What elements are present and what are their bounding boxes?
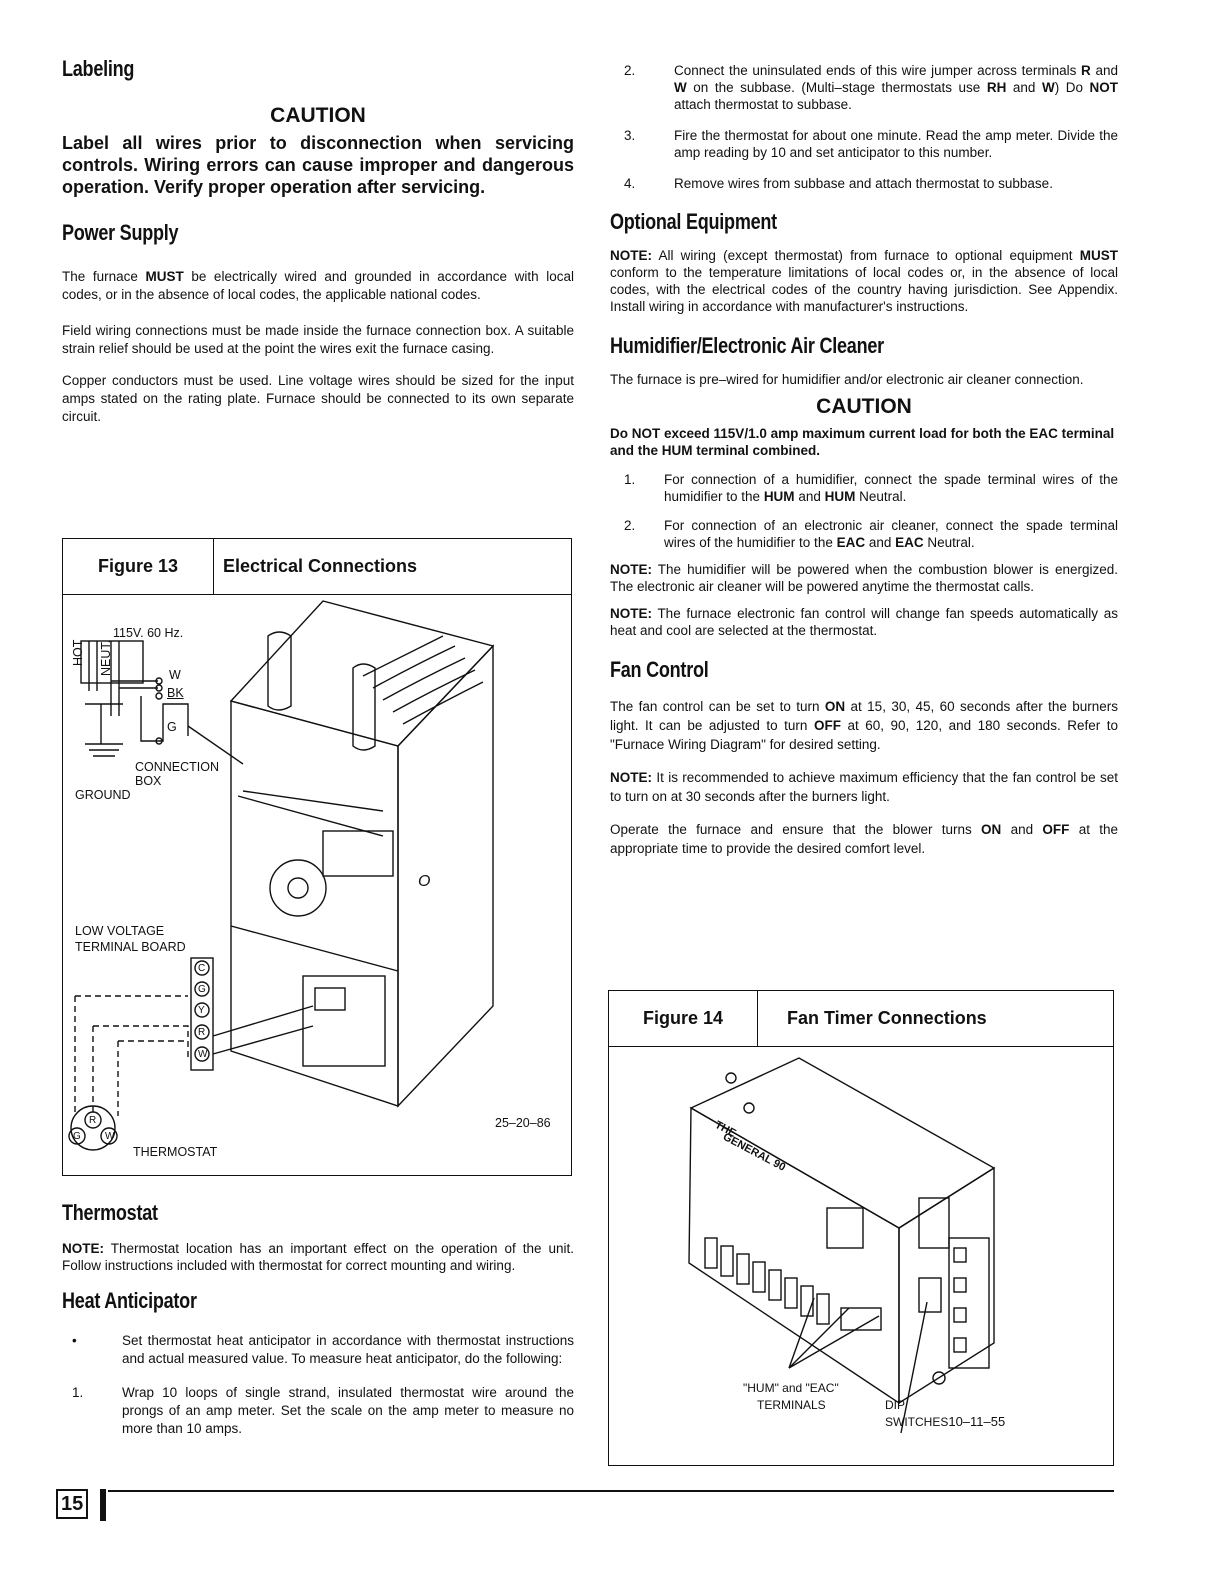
heat-anticipator-step-1: 1. Wrap 10 loops of single strand, insulated thermostat wire around the prongs of an amp meter. Set the scale on the amp meter to measure no more than 10 amps. [72, 1385, 574, 1436]
figure-13 [62, 538, 572, 1176]
figure-13-header [63, 539, 571, 595]
footer-rule [108, 1490, 1114, 1492]
optional-equipment-heading: Optional Equipment [610, 209, 777, 234]
right-column [610, 62, 1118, 858]
figure-13-title: Electrical Connections [223, 556, 418, 576]
terminal-c: C [198, 963, 206, 974]
board-brand-1: THE [712, 1118, 738, 1140]
label-connection-box-1: CONNECTION [135, 760, 220, 774]
fan-control-p1: The fan control can be set to turn ON at 15, 30, 45, 60 seconds after the burners light. It can be adjusted to turn OFF at 60, 90, 120, and 180 seconds. Refer to "Furnace Wiring Diagram" for desired setting. [610, 699, 1118, 752]
power-supply-heading: Power Supply [62, 220, 179, 245]
page-number: 15 [56, 1489, 88, 1519]
terminal-y: Y [198, 1005, 205, 1016]
left-column [62, 56, 574, 426]
terminal-g: G [198, 984, 206, 995]
figure-14-header [609, 991, 1113, 1047]
step-2: 2. Connect the uninsulated ends of this wire jumper across terminals R and W on the subbase. (Multi–stage thermostats use RH and W) Do NOT attach thermostat to subbase. [624, 63, 1118, 112]
labeling-heading: Labeling [62, 56, 135, 81]
labeling-caution-text: Label all wires prior to disconnection when servicing controls. Wiring errors can cause improper and dangerous operation. Verify proper operation after servicing. [62, 133, 574, 197]
step-4: 4. Remove wires from subbase and attach thermostat to subbase. [624, 176, 1053, 191]
figure-14-number: Figure 14 [609, 991, 758, 1046]
heat-anticipator-bullet: • Set thermostat heat anticipator in accordance with thermostat instructions and actual measured value. To measure heat anticipator, do the following: [72, 1333, 574, 1366]
humidifier-note-2: NOTE: The furnace electronic fan control will change fan speeds automatically as heat and cool are selected at the thermostat. [610, 606, 1118, 638]
figure-14-title: Fan Timer Connections [787, 1008, 987, 1028]
figure-13-art [63, 596, 571, 1175]
label-voltage: 115V. 60 Hz. [113, 626, 184, 640]
label-connection-box-2: BOX [135, 774, 162, 788]
optional-equipment-note: NOTE: All wiring (except thermostat) from furnace to optional equipment MUST conform to the temperature limitations of local codes or, in the absence of local codes, with the electrical codes of the country having jurisdiction. See Appendix. Install wiring in accordance with manufacturer's instructions. [610, 248, 1118, 314]
label-bk: BK [167, 686, 184, 700]
power-supply-p1: The furnace MUST be electrically wired and grounded in accordance with local codes, or in the absence of local codes, the applicable national codes. [62, 269, 575, 302]
label-g: G [167, 720, 177, 734]
fan-control-note: NOTE: It is recommended to achieve maximum efficiency that the fan control be set to turn on at 30 seconds after the burners light. [610, 770, 1118, 804]
humidifier-caution-text: Do NOT exceed 115V/1.0 amp maximum current load for both the EAC terminal and the HUM terminal combined. [610, 426, 1115, 458]
thermostat-terminal-w: W [105, 1131, 115, 1142]
label-hum-eac-2: TERMINALS [757, 1398, 826, 1412]
figure-14 [608, 990, 1114, 1466]
label-dip-1: DIP [885, 1398, 906, 1412]
label-neut: NEUT. [99, 639, 113, 676]
humidifier-intro: The furnace is pre–wired for humidifier and/or electronic air cleaner connection. [610, 372, 1084, 387]
label-thermostat: THERMOSTAT [133, 1145, 218, 1159]
page-number-bar [100, 1489, 106, 1521]
heat-anticipator-heading: Heat Anticipator [62, 1288, 197, 1313]
figure-14-art [609, 1048, 1113, 1465]
caution-title: CAUTION [270, 104, 366, 127]
figure-13-number: Figure 13 [63, 539, 214, 594]
terminal-w: W [198, 1049, 208, 1060]
fan-timer-board-drawing [609, 1048, 1113, 1464]
figure-13-code: 25–20–86 [495, 1116, 551, 1130]
label-w: W [169, 668, 181, 682]
thermostat-terminal-r: R [89, 1115, 97, 1126]
board-brand-2: GENERAL 90 [720, 1130, 788, 1174]
power-supply-p2: Field wiring connections must be made inside the furnace connection box. A suitable strain relief should be used at the point the wires exit the furnace casing. [62, 323, 574, 356]
thermostat-terminal-g: G [73, 1131, 81, 1142]
terminal-r: R [198, 1027, 206, 1038]
step-3: 3. Fire the thermostat for about one minute. Read the amp meter. Divide the amp reading by 10 and set anticipator to this number. [624, 128, 1118, 160]
humidifier-caution-title: CAUTION [816, 395, 912, 418]
humidifier-note-1: NOTE: The humidifier will be powered when the combustion blower is energized. The electronic air cleaner will be powered anytime the thermostat calls. [610, 562, 1118, 594]
power-supply-p3: Copper conductors must be used. Line voltage wires should be sized for the input amps stated on the rating plate. Furnace should be connected to its own separate circuit. [62, 373, 574, 424]
humidifier-heading: Humidifier/Electronic Air Cleaner [610, 333, 884, 358]
left-lower-column [62, 1200, 574, 1438]
label-low-voltage-1: LOW VOLTAGE [75, 924, 165, 938]
humidifier-item-2: 2. For connection of an electronic air cleaner, connect the spade terminal wires of the humidifier to the EAC and EAC Neutral. [624, 518, 1118, 550]
label-hot: HOT [71, 639, 85, 666]
label-low-voltage-2: TERMINAL BOARD [75, 940, 186, 954]
fan-control-heading: Fan Control [610, 657, 709, 682]
fan-control-p2: Operate the furnace and ensure that the blower turns ON and OFF at the appropriate time to provide the desired comfort level. [610, 822, 1119, 856]
label-dip-2: SWITCHES10–11–55 [885, 1414, 1006, 1429]
humidifier-item-1: 1. For connection of a humidifier, connect the spade terminal wires of the humidifier to the HUM and HUM Neutral. [624, 472, 1118, 504]
furnace-wiring-drawing [63, 596, 571, 1176]
label-hum-eac-1: "HUM" and "EAC" [743, 1381, 839, 1395]
thermostat-heading: Thermostat [62, 1200, 158, 1225]
thermostat-note: NOTE: Thermostat location has an important effect on the operation of the unit. Follow instructions included with thermostat for correct mounting and wiring. [62, 1241, 574, 1273]
label-o-mark: O [418, 873, 431, 890]
label-ground: GROUND [75, 788, 131, 802]
